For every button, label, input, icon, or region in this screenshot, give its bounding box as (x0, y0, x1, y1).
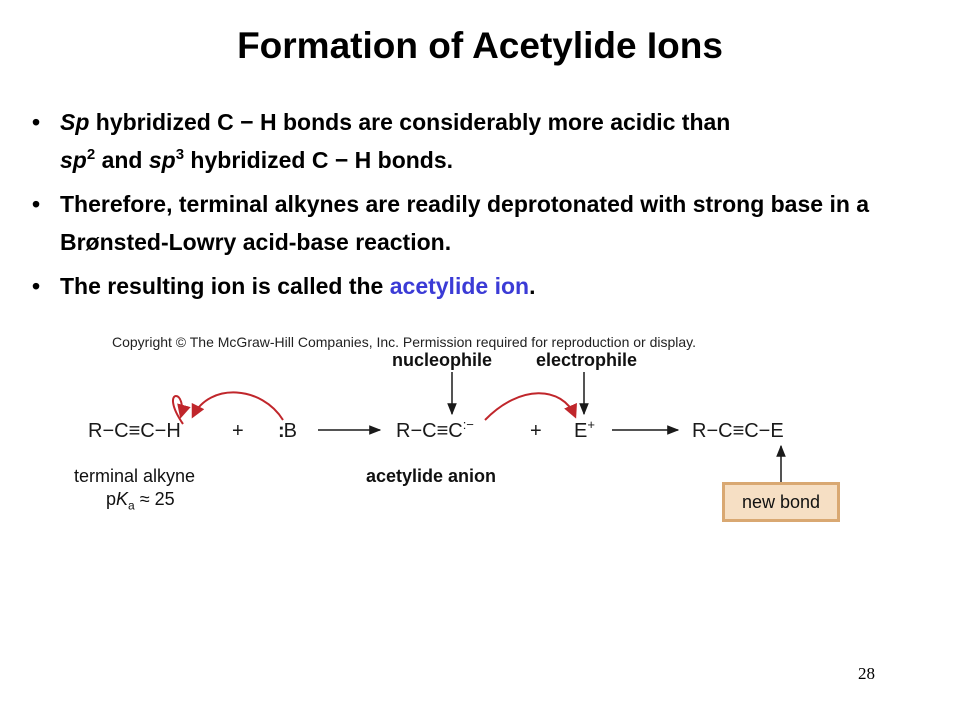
electrophile-charge: + (587, 417, 595, 432)
pka-subscript: a (128, 498, 135, 513)
sp2-term: sp (60, 147, 87, 173)
pka-label (106, 489, 175, 513)
acetylide-anion-structure (396, 418, 474, 444)
bullet-text: Therefore, terminal alkynes are readily deprotonated with strong base in a Brønsted-Lowry acid-base reaction. (60, 191, 870, 255)
sp3-term: sp (148, 147, 176, 173)
terminal-alkyne-label: terminal alkyne (74, 466, 196, 486)
bullet-text: . (529, 273, 536, 299)
nucleophile-label: nucleophile (392, 350, 493, 370)
bullet-text: hybridized C − H bonds are considerably more acidic than (89, 109, 731, 135)
electrophile-structure (574, 418, 595, 444)
electrophile-label: electrophile (536, 350, 638, 370)
superscript-2: 2 (86, 146, 96, 163)
acetylide-anion-label: acetylide anion (366, 466, 497, 486)
bullet-dot: • (32, 273, 41, 299)
sp-term: Sp (60, 109, 90, 135)
electrophile-symbol: E (574, 420, 588, 442)
plus-sign: + (530, 420, 542, 442)
anion-formula: R−C≡C (396, 420, 463, 442)
page-number: 28 (858, 664, 875, 683)
anion-charge: :− (462, 417, 474, 432)
copyright-notice: Copyright © The McGraw-Hill Companies, Inc. Permission required for reproduction or display. (112, 334, 697, 350)
bullet-dot: • (32, 191, 41, 217)
base-symbol: B (283, 420, 298, 442)
product-structure: R−C≡C−E (692, 420, 784, 442)
pka-p: p (106, 489, 117, 509)
base-structure (278, 418, 297, 444)
pka-k: K (116, 489, 129, 509)
new-bond-box: new bond (722, 482, 840, 522)
bullet-text: hybridized C − H bonds. (184, 147, 454, 173)
plus-sign: + (232, 420, 244, 442)
curved-arrow-nucleophile-attack (485, 393, 575, 420)
superscript-3: 3 (175, 146, 185, 163)
terminal-alkyne-structure: R−C≡C−H (88, 420, 181, 442)
acetylide-ion-term: acetylide ion (389, 273, 530, 299)
curved-arrow-base-attack (193, 392, 283, 420)
pka-value: ≈ 25 (134, 489, 175, 509)
slide-title: Formation of Acetylide Ions (237, 25, 723, 66)
bullet-text: and (95, 147, 149, 173)
bullet-dot: • (32, 109, 41, 135)
bullet-text: The resulting ion is called the (60, 273, 390, 299)
lone-pair: : (278, 420, 284, 442)
